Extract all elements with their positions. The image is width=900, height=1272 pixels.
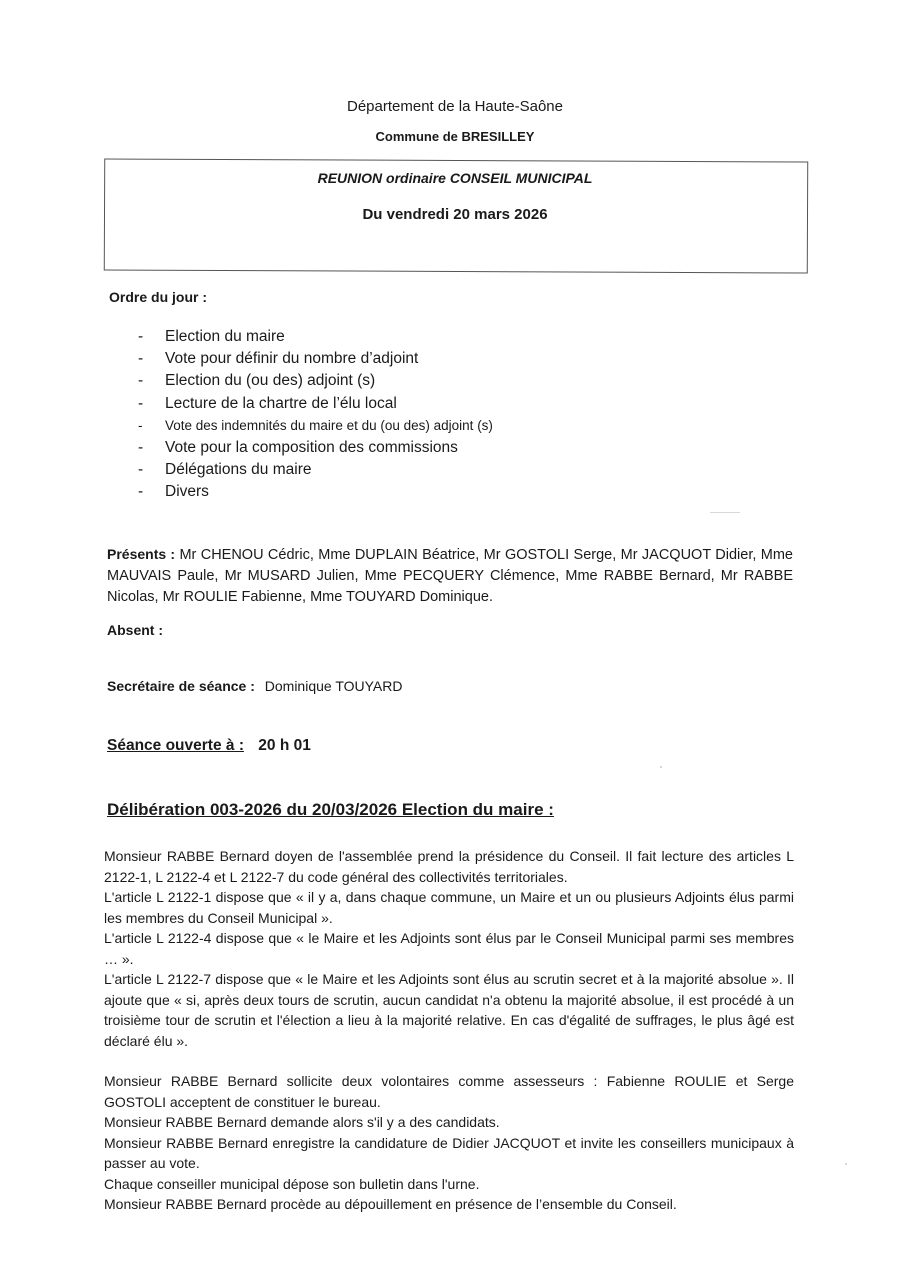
deliberation-paragraph-2 [104, 1071, 794, 1215]
ordre-du-jour-label: Ordre du jour : [109, 289, 207, 305]
scan-speck [660, 766, 662, 768]
agenda-list [138, 326, 493, 504]
agenda-item: - Vote pour définir du nombre d’adjoint [138, 348, 493, 370]
meeting-date: Du vendredi 20 mars 2026 [362, 206, 548, 223]
paragraph-line: Monsieur RABBE Bernard sollicite deux volontaires comme assesseurs : Fabienne ROULIE et Serge GOSTOLI acceptent de constituer le bureau. [104, 1073, 794, 1110]
paragraph-line: L'article L 2122-4 dispose que « le Maire et les Adjoints sont élus par le Conseil Municipal parmi ses membres … ». [104, 930, 794, 967]
agenda-item: - Lecture de la chartre de l’élu local [138, 393, 493, 415]
meeting-title: REUNION ordinaire CONSEIL MUNICIPAL [317, 170, 593, 186]
list-dash: - [138, 372, 144, 390]
paragraph-line: Monsieur RABBE Bernard demande alors s'il y a des candidats. [104, 1114, 500, 1130]
deliberation-paragraph-1 [104, 846, 794, 1051]
agenda-item: - Vote pour la composition des commissions [138, 437, 493, 459]
departement-heading: Département de la Haute-Saône [347, 98, 563, 115]
commune-heading: Commune de BRESILLEY [375, 129, 535, 144]
list-dash: - [138, 394, 144, 412]
paragraph-line: L'article L 2122-1 dispose que « il y a, dans chaque commune, un Maire et un ou plusieurs Adjoints élus parmi les membres du Conseil Municipal ». [104, 889, 794, 926]
list-dash: - [138, 417, 143, 433]
scan-speck [710, 512, 740, 513]
secretaire-label: Secrétaire de séance : [107, 678, 255, 694]
paragraph-line: Monsieur RABBE Bernard procède au dépouillement en présence de l’ensemble du Conseil. [104, 1196, 677, 1212]
presents-paragraph [107, 544, 793, 608]
seance-label: Séance ouverte à : [107, 737, 244, 754]
list-dash: - [138, 483, 144, 501]
paragraph-line: Monsieur RABBE Bernard enregistre la candidature de Didier JACQUOT et invite les conseillers municipaux à passer au vote. [104, 1134, 794, 1171]
seance-line [107, 737, 311, 755]
paragraph-line: Monsieur RABBE Bernard doyen de l'assemblée prend la présidence du Conseil. Il fait lecture des articles L 2122-1, L 2122-4 et L 2122-7 du code général des collectivités territoriales. [104, 848, 794, 885]
agenda-item: - Vote des indemnités du maire et du (ou des) adjoint (s) [138, 415, 493, 437]
absent-label: Absent : [107, 622, 163, 638]
secretaire-value: Dominique TOUYARD [264, 678, 403, 694]
scan-speck [845, 1163, 847, 1165]
presents-list: Mr CHENOU Cédric, Mme DUPLAIN Béatrice, Mr GOSTOLI Serge, Mr JACQUOT Didier, Mme MAUVAIS Paule, Mr MUSARD Julien, Mme PECQUERY Clémence, Mme RABBE Bernard, Mr RABBE Nicolas, Mr ROULIE Fabienne, Mme TOUYARD Dominique. [107, 547, 793, 605]
paragraph-line: Chaque conseiller municipal dépose son bulletin dans l'urne. [104, 1175, 480, 1192]
agenda-item: - Divers [138, 481, 493, 503]
list-dash: - [138, 461, 144, 479]
deliberation-title: Délibération 003-2026 du 20/03/2026 Election du maire : [107, 800, 554, 819]
agenda-item: - Election du maire [138, 326, 493, 348]
list-dash: - [138, 350, 144, 368]
paragraph-line: L'article L 2122-7 dispose que « le Maire et les Adjoints sont élus au scrutin secret et à la majorité absolue ». Il ajoute que « si, après deux tours de scrutin, aucun candidat n'a obtenu la majorité absolue, il est procédé à un troisième tour de scrutin et l'élection a lieu à la majorité relative. En cas d'égalité de suffrages, le plus âgé est déclaré élu ». [104, 971, 794, 1049]
secretaire-line [107, 678, 402, 694]
presents-label: Présents : [107, 546, 176, 562]
seance-time: 20 h 01 [258, 737, 311, 754]
agenda-item: - Délégations du maire [138, 459, 493, 481]
list-dash: - [138, 438, 144, 456]
agenda-item: - Election du (ou des) adjoint (s) [138, 370, 493, 392]
list-dash: - [138, 328, 144, 345]
